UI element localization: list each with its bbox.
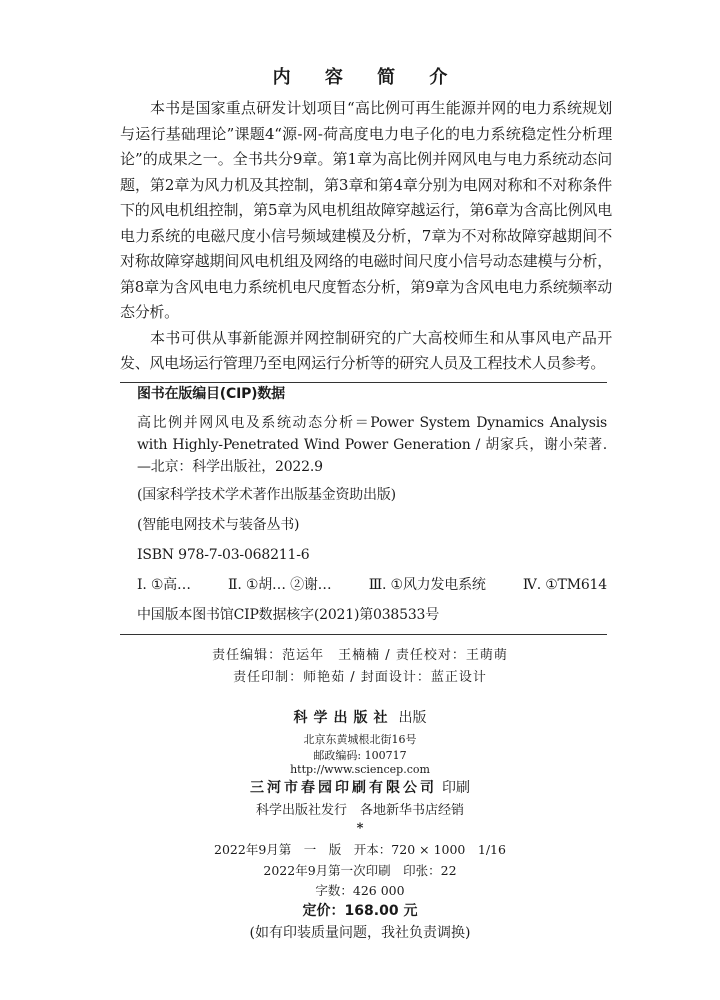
cip-class-item: Ⅳ. ①TM614 <box>522 577 607 593</box>
cip-record-number: 中国版本图书馆CIP数据核字(2021)第038533号 <box>137 607 440 623</box>
cip-isbn: ISBN 978-7-03-068211-6 <box>137 547 310 563</box>
summary-paragraph: 本书可供从事新能源并网控制研究的广大高校师生和从事风电产品开发、风电场运行管理乃至电网运行分析等的研究人员及工程技术人员参考。 <box>120 328 612 372</box>
publisher-suffix: 出版 <box>398 710 427 726</box>
printer-line <box>0 777 720 797</box>
cip-class-item: Ⅰ. ①高… <box>137 577 191 593</box>
quality-notice: (如有印装质量问题，我社负责调换) <box>249 925 471 941</box>
publisher-address: 北京东黄城根北街16号 <box>303 733 417 746</box>
price: 定价：168.00 元 <box>302 903 418 919</box>
printer-suffix: 印刷 <box>442 780 471 796</box>
cip-series: (智能电网技术与装备丛书) <box>137 517 300 533</box>
summary-paragraph: 本书是国家重点研发计划项目“高比例可再生能源并网的电力系统规划与运行基础理论”课题4“源-网-荷高度电力电子化的电力系统稳定性分析理论”的成果之一。全书共分9章。第1章为高比例并网风电与电力系统动态问题，第2章为风力机及其控制，第3章和第4章分别为电网对称和不对称条件下的风电机组控制，第5章为风电机组故障穿越运行，第6章为含高比例风电电力系统的电磁尺度小信号频域建模及分析，7章为不对称故障穿越期间不对称故障穿越期间风电机组及网络的电磁时间尺度小信号动态建模与分析，第8章为含风电电力系统机电尺度暂态分析，第9章为含风电电力系统频率动态分析。 <box>120 99 612 321</box>
cip-class-item: Ⅲ. ①风力发电系统 <box>368 577 486 593</box>
cip-data-block <box>137 386 607 626</box>
cip-funding: (国家科学技术学术著作出版基金资助出版) <box>137 487 396 503</box>
publisher-name: 科学出版社 <box>293 710 394 726</box>
cip-heading: 图书在版编目(CIP)数据 <box>137 386 285 402</box>
distribution-line: 科学出版社发行 各地新华书店经销 <box>255 803 464 818</box>
printer-name: 三河市春园印刷有限公司 <box>249 780 437 796</box>
page-title: 内 容 简 介 <box>272 67 462 88</box>
cip-bottom-rule <box>120 634 607 635</box>
cip-class-item: Ⅱ. ①胡… ②谢… <box>228 577 332 593</box>
publisher-website: http://www.sciencep.com <box>290 763 430 776</box>
printing-credits: 责任印制：师艳茹 / 封面设计：蓝正设计 <box>233 670 487 685</box>
cip-top-rule <box>120 382 607 383</box>
word-count: 字数：426 000 <box>315 883 405 898</box>
impression-line: 2022年9月第一次印刷 印张：22 <box>263 863 457 878</box>
cip-description: 高比例并网风电及系统动态分析＝Power System Dynamics Analysis with Highly-Penetrated Wind Power Generation / 胡家兵，谢小荣著. —北京：科学出版社，2022.9 <box>137 415 607 475</box>
cip-classification <box>137 574 607 604</box>
separator-mark: * <box>356 821 364 836</box>
publisher-postcode: 邮政编码: 100717 <box>313 749 407 762</box>
edition-line: 2022年9月第 一 版 开本：720 × 1000 1/16 <box>214 842 506 857</box>
publisher-line <box>0 707 720 727</box>
editor-credits: 责任编辑：范运年 王楠楠 / 责任校对：王萌萌 <box>212 648 508 663</box>
content-summary <box>120 96 612 377</box>
